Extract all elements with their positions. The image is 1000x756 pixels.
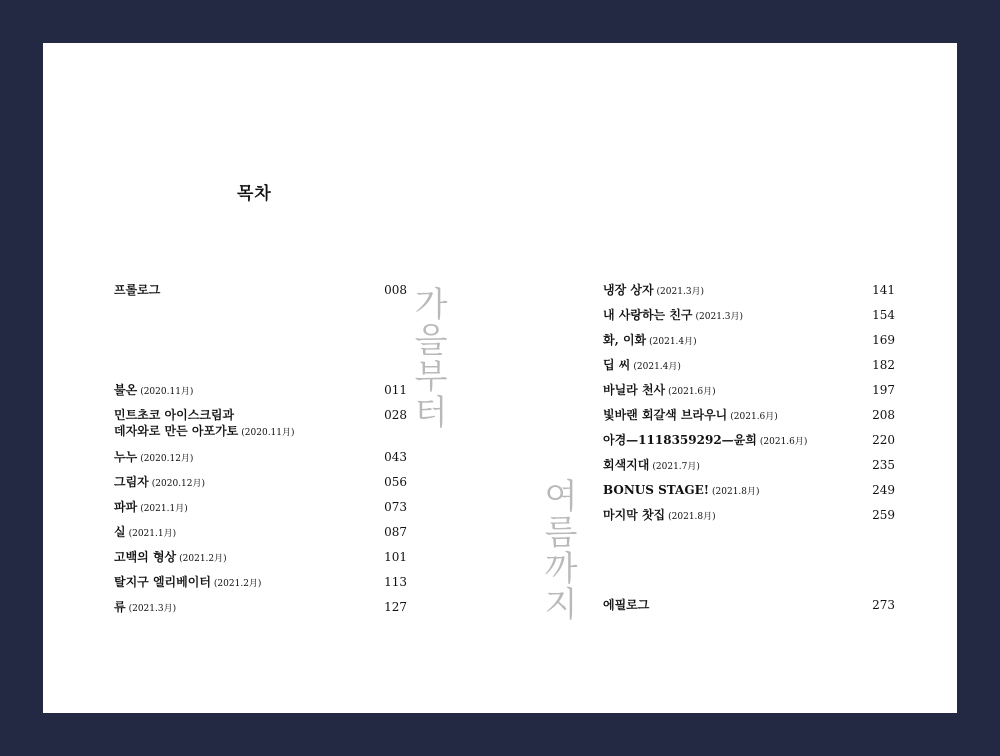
entry-date: (2021.3月) — [656, 287, 705, 297]
toc-entry — [114, 574, 407, 592]
entry-date: (2021.4月) — [633, 362, 681, 372]
toc-entry — [603, 382, 895, 400]
entry-date: (2021.8月) — [668, 512, 716, 522]
entry-page: 073 — [384, 500, 407, 514]
entry-title: 마지막 찻집 — [603, 508, 666, 522]
entry-page: 043 — [384, 450, 407, 464]
entry-date: (2020.12月) — [151, 479, 206, 489]
entry-date: (2021.6月) — [668, 387, 716, 397]
entry-date: (2021.4月) — [649, 337, 697, 347]
vertical-caption-summer: 여 름 까 지 — [544, 477, 578, 625]
entry-page: 008 — [384, 283, 407, 297]
entry-title: 화, 이화 — [603, 333, 647, 347]
toc-entry — [603, 482, 895, 500]
entry-date: (2021.2月) — [179, 554, 227, 564]
entry-title: 민트초코 아이스크림과 — [114, 408, 235, 422]
entry-date: (2020.11月) — [140, 387, 194, 397]
entry-page: 197 — [872, 383, 895, 397]
toc-entry — [114, 599, 407, 617]
entry-title: 에필로그 — [603, 598, 650, 612]
entry-page: 101 — [384, 550, 407, 564]
entry-page: 169 — [872, 333, 895, 347]
entry-title: 불온 — [114, 383, 138, 397]
entry-page: 028 — [384, 408, 407, 422]
entry-page: 182 — [872, 358, 895, 372]
toc-entry — [603, 357, 895, 375]
entry-date: (2021.1月) — [128, 529, 177, 539]
entry-title: 냉장 상자 — [603, 283, 654, 297]
entry-title: 아경—1118359292—윤희 — [603, 433, 757, 447]
entry-date: (2021.6月) — [759, 437, 808, 447]
toc-entry — [114, 282, 407, 298]
entry-title: BONUS STAGE! — [603, 483, 710, 497]
toc-title: 목차 — [237, 184, 272, 204]
toc-entry — [603, 307, 895, 325]
entry-title: 탈지구 엘리베이터 — [114, 575, 211, 589]
entry-page: 087 — [384, 525, 407, 539]
entry-title: 바닐라 천사 — [603, 383, 666, 397]
toc-entry — [603, 597, 895, 613]
toc-entry — [603, 282, 895, 300]
entry-page: 249 — [872, 483, 895, 497]
toc-entry — [603, 332, 895, 350]
toc-entry — [603, 432, 895, 450]
entry-title: 고백의 형상 — [114, 550, 177, 564]
entry-title: 류 — [114, 600, 126, 614]
toc-entry — [603, 407, 895, 425]
entry-date: (2021.2月) — [213, 579, 262, 589]
entry-date: (2021.3月) — [695, 312, 744, 322]
toc-entry — [603, 507, 895, 525]
entry-date: (2020.12月) — [140, 454, 194, 464]
toc-entry — [603, 457, 895, 475]
entry-title: 그림자 — [114, 475, 149, 489]
entry-page: 056 — [384, 475, 407, 489]
toc-entry — [114, 549, 407, 567]
entry-title: 누누 — [114, 450, 138, 464]
entry-page: 220 — [872, 433, 895, 447]
entry-date: (2021.7月) — [652, 462, 700, 472]
vertical-caption-autumn: 가 을 부 터 — [414, 285, 448, 433]
entry-page: 113 — [384, 575, 407, 589]
entry-title: 프롤로그 — [114, 283, 161, 297]
entry-title: 파파 — [114, 500, 138, 514]
entry-page: 154 — [872, 308, 895, 322]
entry-title: 빛바랜 회갈색 브라우니 — [603, 408, 728, 422]
entry-title: 실 — [114, 525, 126, 539]
entry-page: 259 — [872, 508, 895, 522]
entry-page: 208 — [872, 408, 895, 422]
entry-date: (2021.3月) — [128, 604, 177, 614]
toc-entry — [114, 524, 407, 542]
entry-page: 235 — [872, 458, 895, 472]
entry-title: 딥 씨 — [603, 358, 631, 372]
entry-page: 141 — [872, 283, 895, 297]
entry-title: 회색지대 — [603, 458, 650, 472]
entry-title-line2: 데자와로 만든 아포가토 — [114, 424, 239, 438]
toc-entry — [114, 499, 407, 517]
entry-page: 011 — [384, 383, 407, 397]
book-page — [43, 43, 957, 713]
entry-date: (2020.11月) — [241, 428, 295, 438]
toc-entry — [114, 407, 407, 441]
entry-page: 273 — [872, 598, 895, 612]
toc-entry — [114, 474, 407, 492]
entry-title: 내 사랑하는 친구 — [603, 308, 693, 322]
entry-date: (2021.1月) — [140, 504, 188, 514]
toc-entry — [114, 449, 407, 467]
entry-date: (2021.8月) — [712, 487, 760, 497]
toc-entry — [114, 382, 407, 400]
entry-page: 127 — [384, 600, 407, 614]
entry-date: (2021.6月) — [730, 412, 778, 422]
